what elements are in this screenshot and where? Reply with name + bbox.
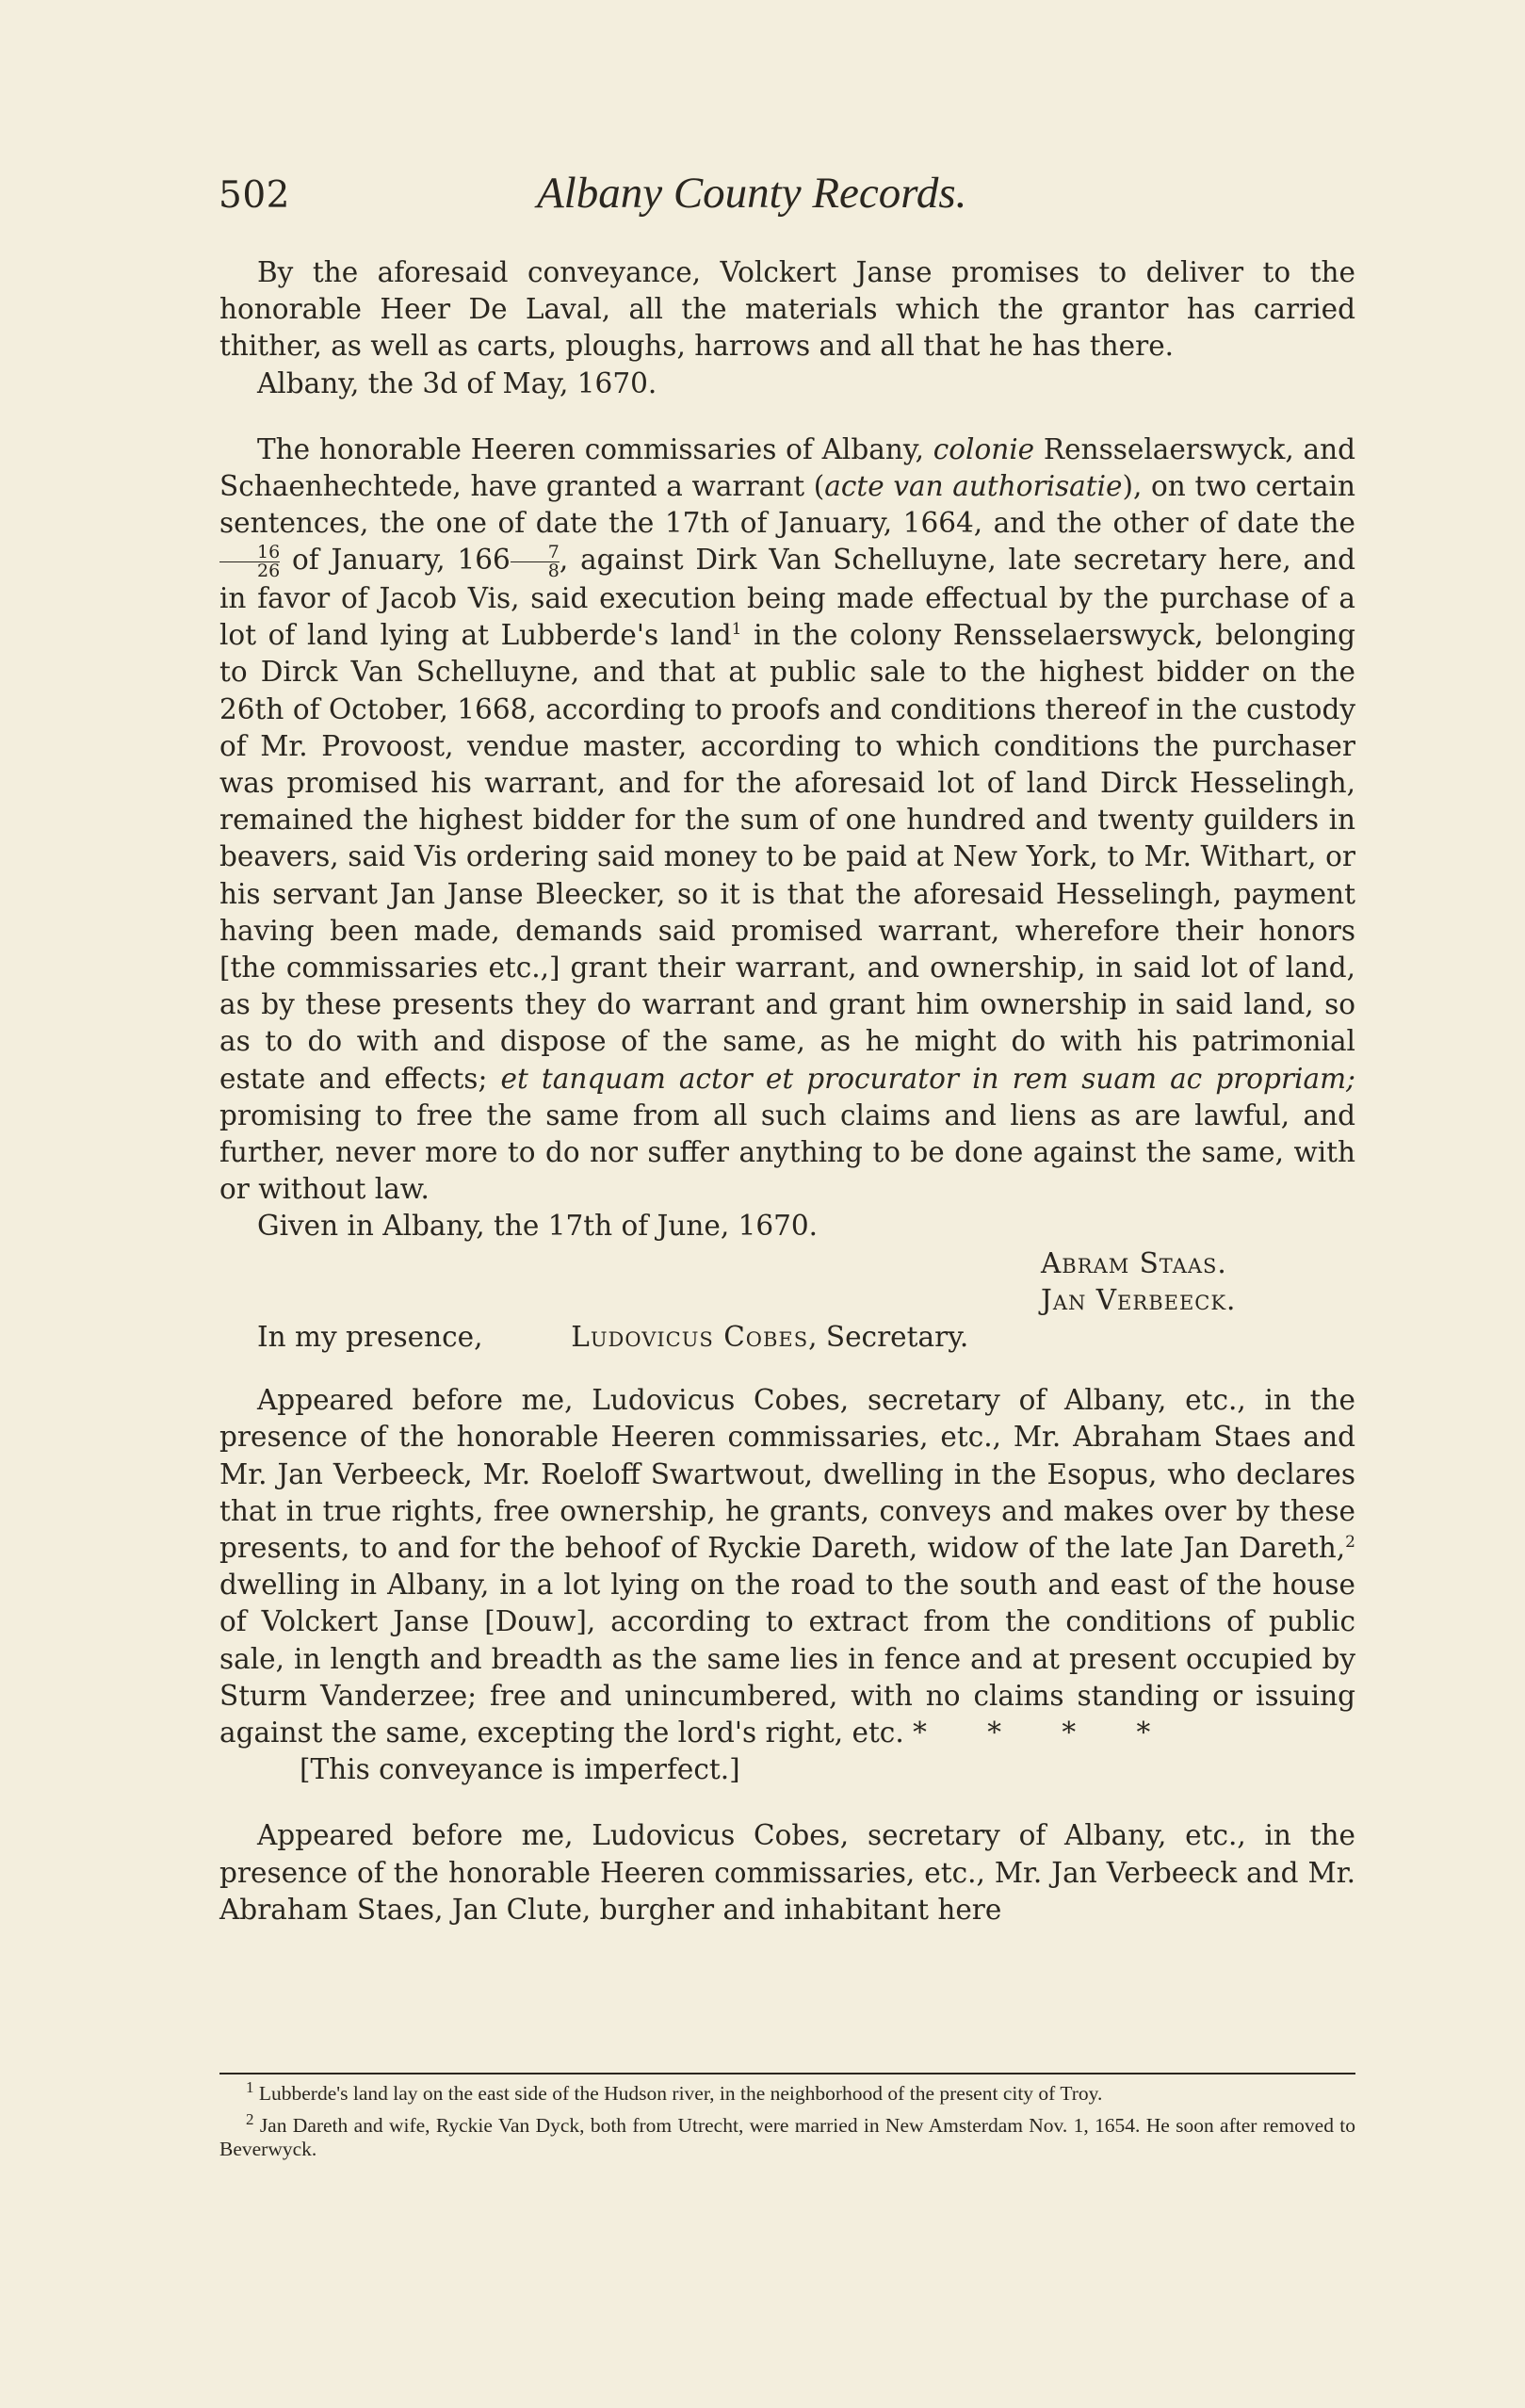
footnote-2: $^2$ Jan Dareth and wife, Ryckie Van Dyck, both from Utrecht, were married in New Amsterdam Nov. 1, 1654. He soon after removed to Beverwyck. — [219, 2109, 1355, 2160]
footnote-1: $^1$ Lubberde's land lay on the east side of the Hudson river, in the neighborhood of the present city of Troy. — [246, 2077, 1103, 2105]
date-line-may: Albany, the 3d of May, 1670. — [257, 366, 657, 399]
ellipsis-stars: * * * * — [913, 1717, 1151, 1749]
paragraph-clute: Appeared before me, Ludovicus Cobes, secretary of Albany, etc., in the presence of the honorable Heeren commissaries, etc., Mr. Jan Verbeeck and Mr. Abraham Staes, Jan Clute, burgher and inhabitant here — [219, 1819, 1355, 1926]
footnote-ref-1: 1 — [731, 620, 742, 640]
fraction-date-1: $\frac{16}{26}$ — [219, 544, 280, 580]
secretary-name: Ludovicus Cobes — [571, 1320, 809, 1353]
page-header — [219, 168, 1356, 224]
imperfect-note: [This conveyance is imperfect.] — [300, 1753, 740, 1786]
paragraph-warrant: The honorable Heeren commissaries of Albany, colonie Rensselaerswyck, and Schaenhechtede, have granted a warrant (acte van authorisatie), on two certain sentences, the one of date the 17th of January, 1664, and the other of date the $\frac{16}{26}$ of January, 166 $\frac{7}{8}$ , against Dirk Van Schelluyne, late secretary here, and in favor of Jacob Vis, said execution being made effectual by the purchase of a lot of land lying at Lubberde's land$^1$ in the colony Rensselaerswyck, belonging to Dirck Van Schelluyne, and that at public sale to the highest bidder on the 26th of October, 1668, according to proofs and conditions thereof in the custody of Mr. Provoost, vendue master, according to which conditions the purchaser was promised his warrant, and for the aforesaid lot of land Dirck Hesselingh, remained the highest bidder for the sum of one hundred and twenty guilders in beavers, said Vis ordering said money to be paid at New York, to Mr. Withart, or his servant Jan Janse Bleecker, so it is that the aforesaid Hesselingh, payment having been made, demands said promised warrant, wherefore their honors [the commissaries etc.,] grant their warrant, and ownership, in said lot of land, as by these presents they do warrant and grant him ownership in said land, so as to do with and dispose of the same, as he might do with his patrimonial estate and effects; et tanquam actor et procurator in rem suam ac propriam; promising to free the same from all such claims and liens as are lawful, and further, never more to do nor suffer anything to be done against the same, with or without law. — [219, 432, 1356, 1206]
date-line-june: Given in Albany, the 17th of June, 1670. — [257, 1210, 819, 1243]
presence-line: In my presence, Ludovicus Cobes, Secretary. — [257, 1320, 969, 1353]
body-text — [219, 254, 1355, 1928]
page-number: 502 — [219, 174, 290, 217]
paragraph-conveyance-laval: By the aforesaid conveyance, Volckert Janse promises to deliver to the honorable Heer De Laval, all the materials which the grantor has carried thither, as well as carts, ploughs, harrows and all that he has there. — [219, 256, 1355, 363]
running-head: Albany County Records. — [536, 169, 967, 218]
signature-abram-staas: Abram Staas. — [1041, 1246, 1227, 1279]
paragraph-swartwout: Appeared before me, Ludovicus Cobes, secretary of Albany, etc., in the presence of the honorable Heeren commissaries, etc., Mr. Abraham Staes and Mr. Jan Verbeeck, Mr. Roeloff Swartwout, dwelling in the Esopus, who declares that in true rights, free ownership, he grants, conveys and makes over by these presents, to and for the behoof of Ryckie Dareth, widow of the late Jan Dareth,$^2$ dwelling in Albany, in a lot lying on the road to the south and east of the house of Volckert Janse [Douw], according to extract from the conditions of public sale, in length and breadth as the same lies in fence and at present occupied by Sturm Vanderzee; free and unincumbered, with no claims standing or issuing against the same, excepting the lord's right, etc. * * * * — [219, 1384, 1355, 1749]
footnote-ref-2: 2 — [1345, 1533, 1355, 1553]
latin-phrase: et tanquam actor et procurator in rem suam ac propriam; — [500, 1062, 1355, 1095]
fraction-year: $\frac{7}{8}$ — [511, 544, 560, 580]
footnote-rule — [219, 2073, 1355, 2074]
signature-jan-verbeeck: Jan Verbeeck. — [1041, 1283, 1237, 1316]
footnotes — [219, 2077, 1355, 2170]
